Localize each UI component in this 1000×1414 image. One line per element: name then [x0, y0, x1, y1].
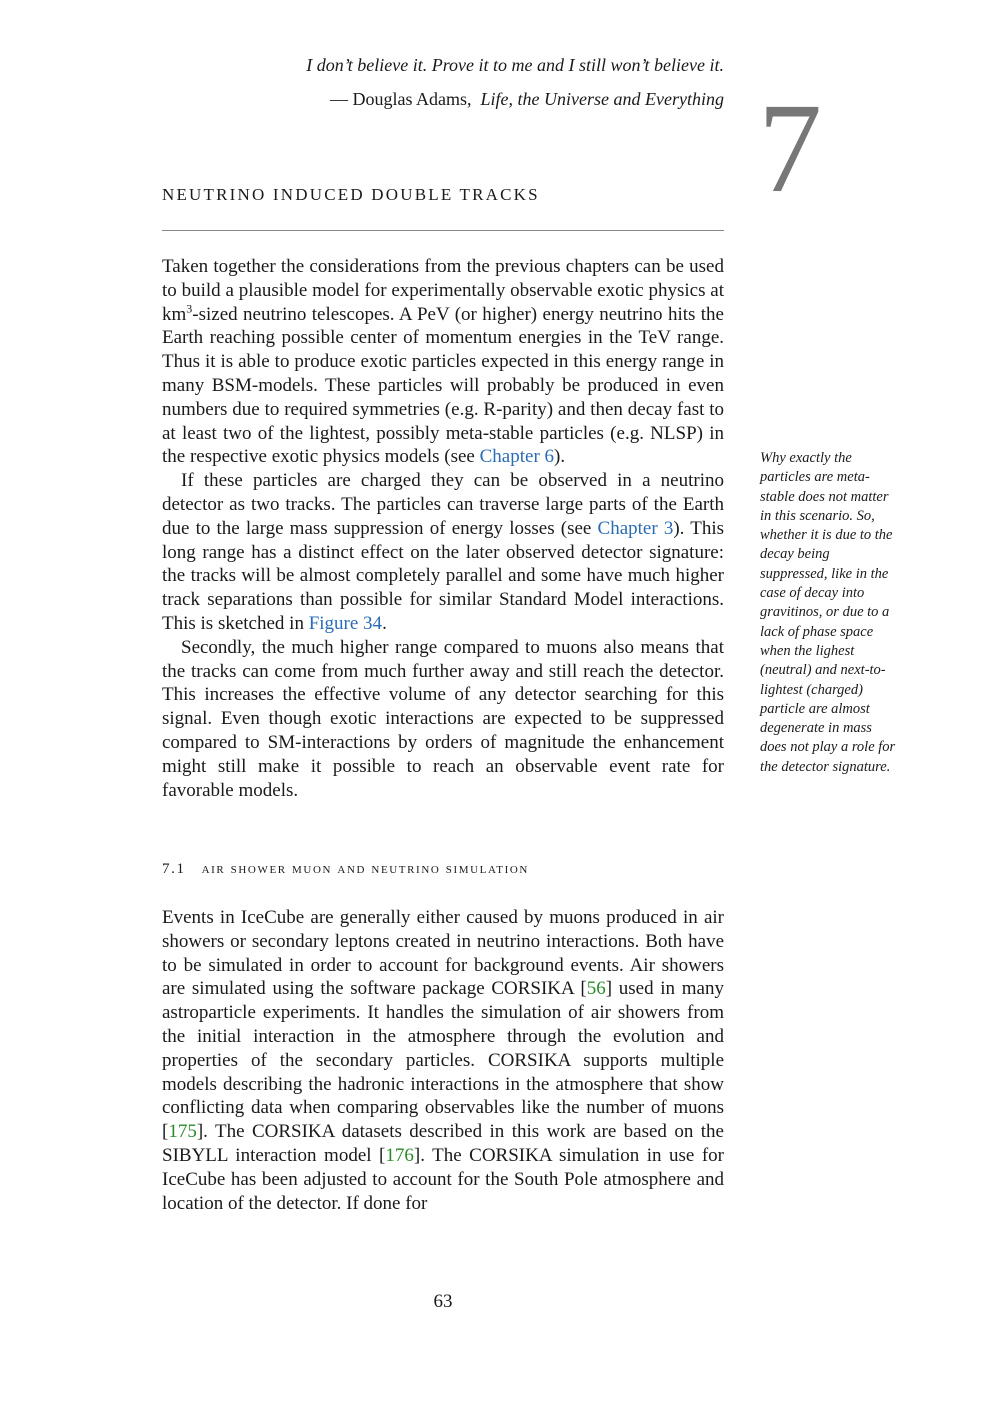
- text: .: [382, 612, 387, 634]
- section-title: air shower muon and neutrino simulation: [201, 861, 529, 877]
- paragraph-3: Secondly, the much higher range compared to muons also means that the tracks can come from much further away and still reach the detector. This increases the effective volume of any detector searching for this signal. Even though exotic interactions are expected to be suppressed compared to SM-interactions by orders of magnitude the enhancement might still make it possible to reach an observable event rate for favorable models.: [162, 636, 724, 801]
- text: Events in IceCube are generally either caused by muons produced in air showers or secondary leptons created in neutrino interactions. Both have to be simulated in order to account for background events. Air showers are simulated using the software package CORSIKA [: [162, 907, 724, 1000]
- superscript: 3: [186, 301, 193, 316]
- epigraph: [306, 48, 724, 116]
- paragraph-4: [162, 906, 724, 1215]
- section-heading: [162, 861, 529, 878]
- text: Taken together the considerations from the previous chapters can be used to build a plausible model for experimentally observable exotic physics at km: [162, 256, 724, 325]
- epigraph-quote: I don’t believe it. Prove it to me and I still won’t believe it.: [306, 55, 724, 75]
- epigraph-source: Life, the Universe and Everything: [480, 89, 724, 109]
- citation-link[interactable]: 175: [168, 1121, 197, 1143]
- figure-34-link[interactable]: Figure 34: [308, 612, 383, 634]
- section-body: [162, 906, 724, 1215]
- paragraph-2: [162, 469, 724, 636]
- chapter-title: [162, 184, 540, 205]
- chapter-title-text: NEUTRINO INDUCED DOUBLE TRACKS: [162, 185, 540, 204]
- epigraph-author: — Douglas Adams,: [330, 89, 472, 109]
- text: ).: [554, 446, 566, 468]
- text: ]. The CORSIKA datasets described in this work are based on the SIBYLL interaction model [: [162, 1121, 724, 1166]
- epigraph-attribution: [306, 82, 724, 116]
- text: ]. The CORSIKA simulation in use for IceCube has been adjusted to account for the South Pole atmosphere and location of the detector. If done for: [162, 1144, 725, 1214]
- chapter-rule: [162, 230, 724, 231]
- page-number: 63: [433, 1291, 453, 1312]
- chapter-6-link[interactable]: Chapter 6: [479, 446, 555, 468]
- chapter-intro: [162, 255, 724, 802]
- text: ] used in many astroparticle experiments. It handles the simulation of air showers from the initial interaction in the atmosphere through the evolution and properties of the secondary particles. CORSIKA supports multiple models describing the hadronic interactions in the atmosphere that show conflicting data when comparing observables like the number of muons [: [162, 978, 724, 1143]
- section-number: 7.1: [162, 861, 186, 877]
- citation-link[interactable]: 56: [586, 978, 606, 1000]
- citation-link[interactable]: 176: [385, 1144, 414, 1166]
- chapter-number: 7: [758, 77, 822, 219]
- chapter-3-link[interactable]: Chapter 3: [597, 517, 674, 539]
- margin-note: Why exactly the particles are meta-stable does not matter in this scenario. So, whether it is due to the decay being suppressed, like in the case of decay into gravitinos, or due to a lack of phase space when the lighest (neutral) and next-to-lightest (charged) particle are almost degenerate in mass does not play a role for the detector signature.: [760, 450, 896, 775]
- text: -sized neutrino telescopes. A PeV (or higher) energy neutrino hits the Earth reaching possible center of momentum energies in the TeV range. Thus it is able to produce exotic particles expected in this energy range in many BSM-models. These particles will probably be produced in even numbers due to required symmetries (e.g. R-parity) and then decay fast to at least two of the lightest, possibly meta-stable particles (e.g. NLSP) in the respective exotic physics models (see: [162, 303, 724, 468]
- text: ). This long range has a distinct effect on the later observed detector signature: the tracks will be almost completely parallel and some have much higher track separations than possible for similar Standard Model interactions. This is sketched in: [162, 517, 724, 634]
- paragraph-1: [162, 255, 724, 469]
- text: If these particles are charged they can be observed in a neutrino detector as two tracks. The particles can traverse large parts of the Earth due to the large mass suppression of energy losses (see: [162, 470, 724, 539]
